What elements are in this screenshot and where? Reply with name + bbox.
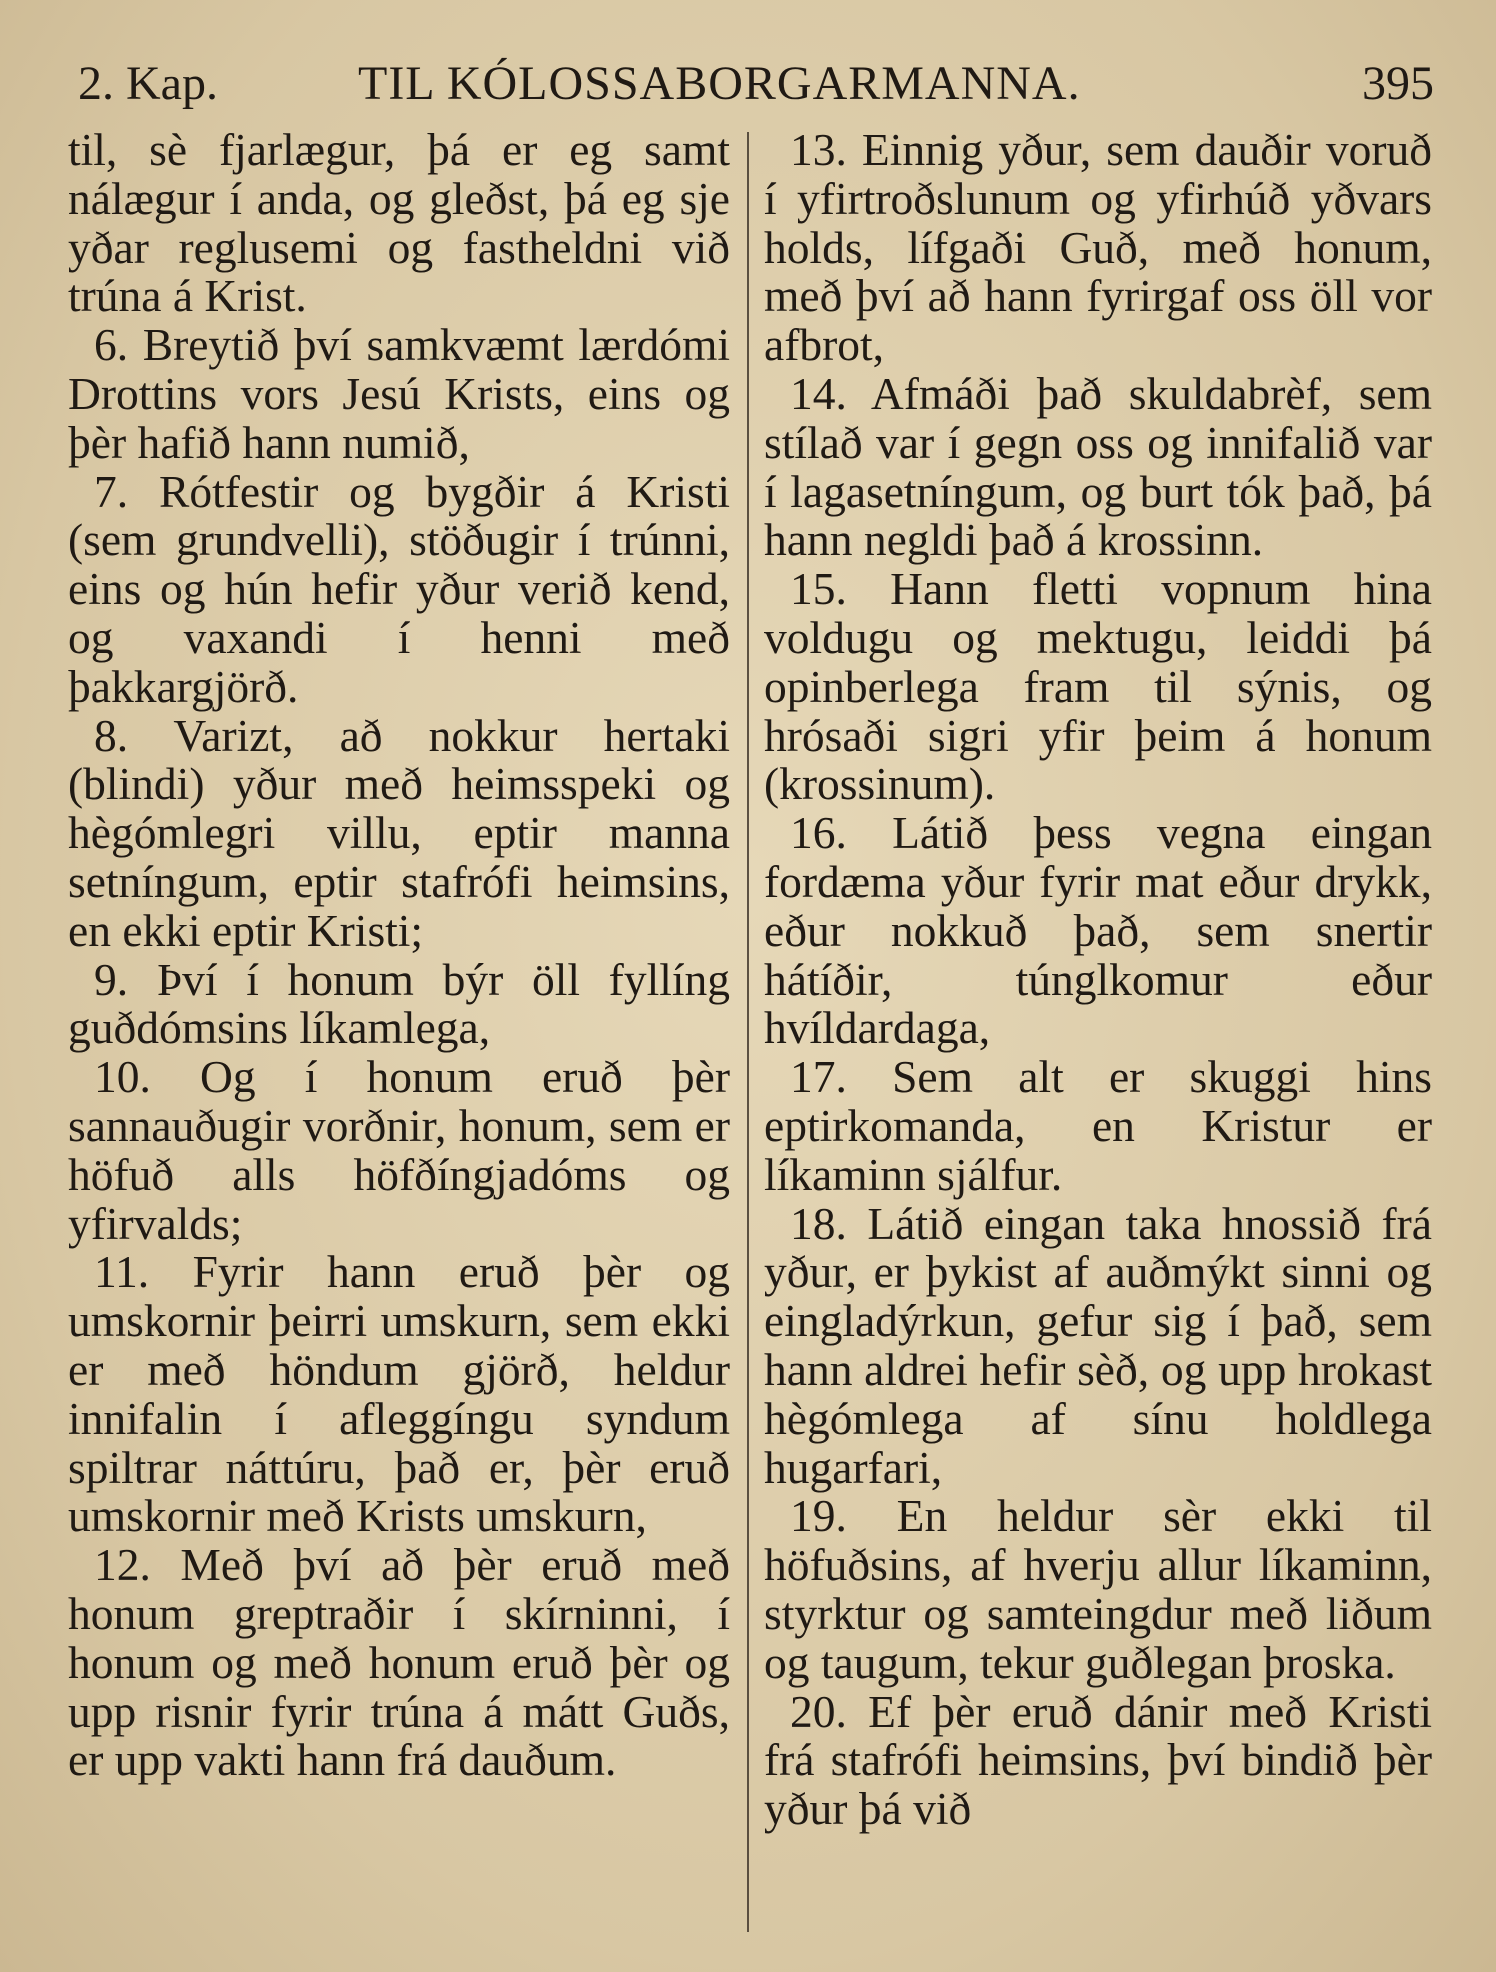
verse-continuation: til, sè fjarlægur, þá er eg samt nálægur í anda, og gleðst, þá eg sje yðar reglusemi og fastheldni við trúna á Krist. xyxy=(68,124,730,322)
verse-19: 19. En heldur sèr ekki til höfuðsins, af hverju allur líkaminn, styrktur og samteingdur með liðum og taugum, tekur guðlegan þroska. xyxy=(764,1490,1432,1688)
left-column xyxy=(68,126,730,1785)
verse-20: 20. Ef þèr eruð dánir með Kristi frá stafrófi heimsins, því bindið þèr yður þá við xyxy=(764,1685,1432,1835)
page-title: TIL KÓLOSSABORGARMANNA. xyxy=(358,57,1081,110)
right-column xyxy=(764,126,1432,1834)
page-number: 395 xyxy=(1362,57,1434,110)
verse-7: 7. Rótfestir og bygðir á Kristi (sem grundvelli), stöðugir í trúnni, eins og hún hefir yður verið kend, og vaxandi í henni með þakkargjörð. xyxy=(68,465,730,712)
verse-17: 17. Sem alt er skuggi hins eptirkomanda, en Kristur er líkaminn sjálfur. xyxy=(764,1051,1432,1200)
verse-13: 13. Einnig yður, sem dauðir voruð í yfirtroðslunum og yfirhúð yðvars holds, lífgaði Guð, með honum, með því að hann fyrirgaf oss öll vor afbrot, xyxy=(764,124,1432,371)
verse-6: 6. Breytið því samkvæmt lærdómi Drottins vors Jesú Krists, eins og þèr hafið hann numið, xyxy=(68,319,730,468)
running-head xyxy=(78,52,1434,116)
verse-15: 15. Hann fletti vopnum hina voldugu og mektugu, leiddi þá opinberlega fram til sýnis, og hrósaði sigri yfir þeim á honum (krossinum). xyxy=(764,563,1432,810)
verse-14: 14. Afmáði það skuldabrèf, sem stílað var í gegn oss og innifalið var í lagasetníngum, og burt tók það, þá hann negldi það á krossinn. xyxy=(764,367,1432,566)
verse-18: 18. Látið eingan taka hnossið frá yður, er þykist af auðmýkt sinni og eingladýrkun, gefur sig í það, sem hann aldrei hefir sèð, og upp hrokast hègómlega af sínu holdlega hugarfari, xyxy=(764,1197,1432,1493)
verse-16: 16. Látið þess vegna eingan fordæma yður fyrir mat eður drykk, eður nokkuð það, sem snertir hátíðir, túnglkomur eður hvíldardaga, xyxy=(764,807,1432,1054)
verse-10: 10. Og í honum eruð þèr sannauðugir vorðnir, honum, sem er höfuð alls höfðíngjadóms og yfirvalds; xyxy=(68,1051,730,1249)
verse-9: 9. Því í honum býr öll fyllíng guðdómsins líkamlega, xyxy=(68,953,730,1054)
chapter-label: 2. Kap. xyxy=(78,57,218,110)
column-divider xyxy=(747,132,749,1932)
verse-8: 8. Varizt, að nokkur hertaki (blindi) yður með heimsspeki og hègómlegri villu, eptir manna setníngum, eptir stafrófi heimsins, en ekki eptir Kristi; xyxy=(68,709,730,956)
verse-12: 12. Með því að þèr eruð með honum greptraðir í skírninni, í honum og með honum eruð þèr og upp risnir fyrir trúna á mátt Guðs, er upp vakti hann frá dauðum. xyxy=(68,1539,730,1786)
verse-11: 11. Fyrir hann eruð þèr og umskornir þeirri umskurn, sem ekki er með höndum gjörð, heldur innifalin í afleggíngu syndum spiltrar náttúru, það er, þèr eruð umskornir með Krists umskurn, xyxy=(68,1246,730,1542)
